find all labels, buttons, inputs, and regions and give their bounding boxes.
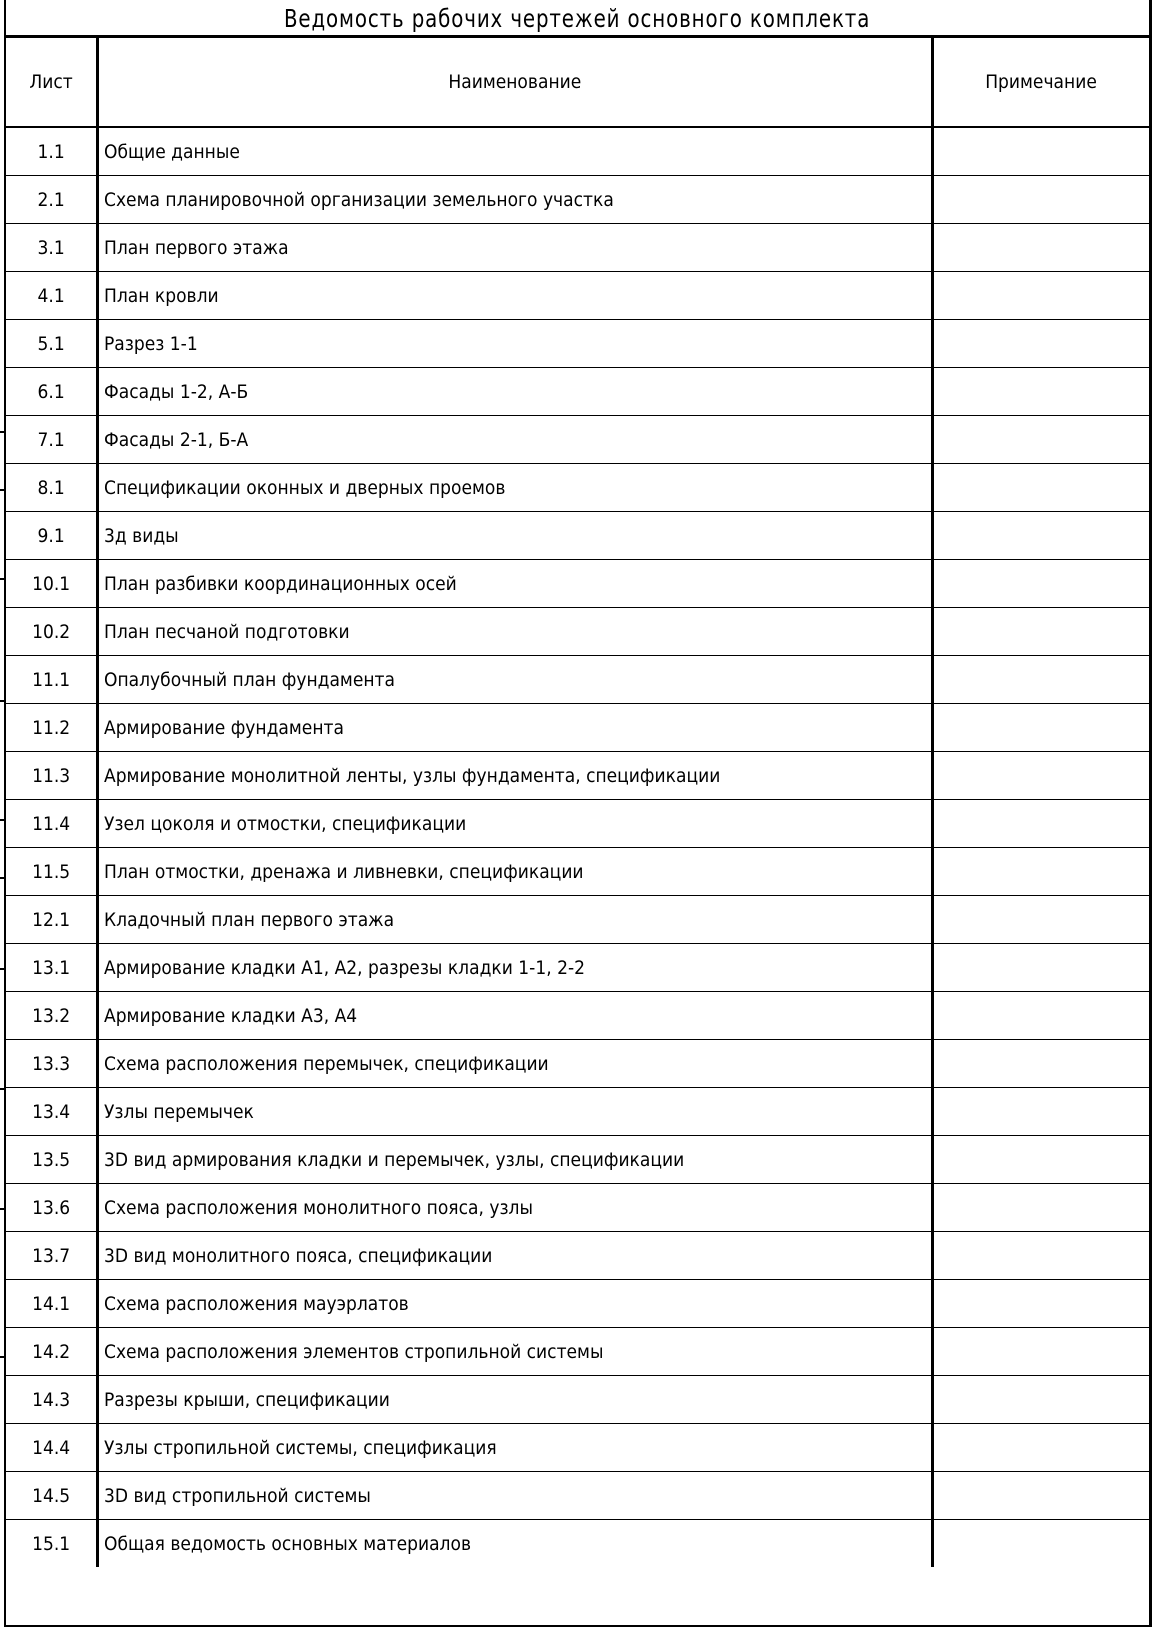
table-row: [6, 1232, 1149, 1280]
sheet-number-cell: 11.4: [6, 800, 97, 848]
sheet-name-cell: Фасады 2-1, Б-А: [97, 416, 932, 464]
table-row: [6, 224, 1149, 272]
sheet-name-cell: План кровли: [97, 272, 932, 320]
table-row: [6, 1472, 1149, 1520]
note-cell: [932, 656, 1149, 704]
frame-tick-mark: [0, 1208, 5, 1210]
note-cell: [932, 368, 1149, 416]
sheet-number-cell: 14.3: [6, 1376, 97, 1424]
note-cell: [932, 1520, 1149, 1568]
sheet-name-cell: Узлы стропильной системы, спецификация: [97, 1424, 932, 1472]
drawing-list-sheet: [4, 0, 1152, 1627]
sheet-name-cell: План песчаной подготовки: [97, 608, 932, 656]
sheet-number-cell: 12.1: [6, 896, 97, 944]
frame-tick-mark: [0, 819, 5, 821]
note-cell: [932, 1232, 1149, 1280]
table-row: [6, 127, 1149, 176]
sheet-name-cell: 3д виды: [97, 512, 932, 560]
sheet-name-cell: Спецификации оконных и дверных проемов: [97, 464, 932, 512]
frame-tick-mark: [0, 489, 5, 491]
table-row: [6, 560, 1149, 608]
sheet-name-cell: Схема расположения монолитного пояса, узлы: [97, 1184, 932, 1232]
sheet-name-cell: 3D вид армирования кладки и перемычек, узлы, спецификации: [97, 1136, 932, 1184]
frame-tick-mark: [0, 968, 5, 970]
sheet-name-cell: План первого этажа: [97, 224, 932, 272]
sheet-number-cell: 11.5: [6, 848, 97, 896]
table-row: [6, 800, 1149, 848]
sheet-number-cell: 13.2: [6, 992, 97, 1040]
sheet-number-cell: 14.2: [6, 1328, 97, 1376]
table-header-row: [6, 38, 1149, 127]
note-cell: [932, 752, 1149, 800]
sheet-number-cell: 13.6: [6, 1184, 97, 1232]
sheet-number-cell: 11.1: [6, 656, 97, 704]
note-cell: [932, 800, 1149, 848]
table-row: [6, 752, 1149, 800]
table-row: [6, 848, 1149, 896]
drawings-table: [6, 38, 1149, 1567]
table-row: [6, 1136, 1149, 1184]
table-row: [6, 464, 1149, 512]
sheet-name-cell: Узлы перемычек: [97, 1088, 932, 1136]
frame-tick-mark: [0, 431, 5, 433]
table-row: [6, 1184, 1149, 1232]
note-cell: [932, 1472, 1149, 1520]
sheet-name-cell: Фасады 1-2, А-Б: [97, 368, 932, 416]
table-row: [6, 176, 1149, 224]
frame-tick-mark: [0, 578, 5, 580]
sheet-number-cell: 10.2: [6, 608, 97, 656]
sheet-name-cell: Армирование кладки А3, А4: [97, 992, 932, 1040]
note-cell: [932, 992, 1149, 1040]
note-cell: [932, 1184, 1149, 1232]
frame-tick-mark: [0, 700, 5, 702]
sheet-number-cell: 15.1: [6, 1520, 97, 1568]
table-row: [6, 368, 1149, 416]
column-header-sheet: Лист: [6, 38, 97, 127]
note-cell: [932, 608, 1149, 656]
sheet-number-cell: 6.1: [6, 368, 97, 416]
sheet-number-cell: 14.5: [6, 1472, 97, 1520]
table-body: [6, 127, 1149, 1567]
note-cell: [932, 704, 1149, 752]
sheet-name-cell: 3D вид стропильной системы: [97, 1472, 932, 1520]
sheet-name-cell: Армирование фундамента: [97, 704, 932, 752]
sheet-number-cell: 14.1: [6, 1280, 97, 1328]
sheet-name-cell: Опалубочный план фундамента: [97, 656, 932, 704]
sheet-number-cell: 1.1: [6, 127, 97, 176]
note-cell: [932, 464, 1149, 512]
table-row: [6, 1088, 1149, 1136]
document-title: [6, 0, 1149, 38]
table-row: [6, 272, 1149, 320]
sheet-name-cell: Армирование кладки А1, А2, разрезы кладки 1-1, 2-2: [97, 944, 932, 992]
sheet-number-cell: 13.3: [6, 1040, 97, 1088]
sheet-number-cell: 3.1: [6, 224, 97, 272]
sheet-number-cell: 7.1: [6, 416, 97, 464]
sheet-number-cell: 11.3: [6, 752, 97, 800]
note-cell: [932, 944, 1149, 992]
sheet-name-cell: Кладочный план первого этажа: [97, 896, 932, 944]
table-row: [6, 944, 1149, 992]
sheet-name-cell: План отмостки, дренажа и ливневки, спецификации: [97, 848, 932, 896]
column-header-note: Примечание: [932, 38, 1149, 127]
table-row: [6, 656, 1149, 704]
sheet-name-cell: Общая ведомость основных материалов: [97, 1520, 932, 1568]
table-row: [6, 320, 1149, 368]
note-cell: [932, 1328, 1149, 1376]
sheet-number-cell: 4.1: [6, 272, 97, 320]
table-row: [6, 608, 1149, 656]
sheet-number-cell: 13.4: [6, 1088, 97, 1136]
table-row: [6, 1040, 1149, 1088]
note-cell: [932, 1376, 1149, 1424]
document-title-text: Ведомость рабочих чертежей основного комплекта: [284, 4, 871, 33]
note-cell: [932, 1280, 1149, 1328]
sheet-number-cell: 8.1: [6, 464, 97, 512]
frame-tick-mark: [0, 1088, 5, 1090]
sheet-name-cell: Схема планировочной организации земельного участка: [97, 176, 932, 224]
sheet-name-cell: Разрезы крыши, спецификации: [97, 1376, 932, 1424]
table-row: [6, 1280, 1149, 1328]
table-row: [6, 1328, 1149, 1376]
note-cell: [932, 896, 1149, 944]
frame-tick-mark: [0, 1356, 5, 1358]
note-cell: [932, 272, 1149, 320]
note-cell: [932, 1136, 1149, 1184]
sheet-name-cell: Разрез 1-1: [97, 320, 932, 368]
sheet-number-cell: 13.7: [6, 1232, 97, 1280]
table-row: [6, 1520, 1149, 1568]
sheet-number-cell: 9.1: [6, 512, 97, 560]
note-cell: [932, 1040, 1149, 1088]
sheet-number-cell: 2.1: [6, 176, 97, 224]
note-cell: [932, 848, 1149, 896]
note-cell: [932, 512, 1149, 560]
sheet-number-cell: 5.1: [6, 320, 97, 368]
table-row: [6, 1376, 1149, 1424]
sheet-number-cell: 13.1: [6, 944, 97, 992]
note-cell: [932, 127, 1149, 176]
sheet-name-cell: Схема расположения элементов стропильной системы: [97, 1328, 932, 1376]
sheet-name-cell: Армирование монолитной ленты, узлы фундамента, спецификации: [97, 752, 932, 800]
note-cell: [932, 176, 1149, 224]
note-cell: [932, 1424, 1149, 1472]
frame-tick-mark: [0, 877, 5, 879]
sheet-name-cell: План разбивки координационных осей: [97, 560, 932, 608]
sheet-name-cell: Общие данные: [97, 127, 932, 176]
table-row: [6, 704, 1149, 752]
sheet-name-cell: Схема расположения перемычек, спецификации: [97, 1040, 932, 1088]
note-cell: [932, 560, 1149, 608]
sheet-number-cell: 14.4: [6, 1424, 97, 1472]
note-cell: [932, 224, 1149, 272]
note-cell: [932, 1088, 1149, 1136]
sheet-name-cell: Узел цоколя и отмостки, спецификации: [97, 800, 932, 848]
table-row: [6, 992, 1149, 1040]
table-row: [6, 1424, 1149, 1472]
sheet-number-cell: 10.1: [6, 560, 97, 608]
sheet-number-cell: 13.5: [6, 1136, 97, 1184]
sheet-number-cell: 11.2: [6, 704, 97, 752]
table-row: [6, 512, 1149, 560]
note-cell: [932, 320, 1149, 368]
column-header-name: Наименование: [97, 38, 932, 127]
table-row: [6, 416, 1149, 464]
note-cell: [932, 416, 1149, 464]
table-row: [6, 896, 1149, 944]
sheet-name-cell: Схема расположения мауэрлатов: [97, 1280, 932, 1328]
sheet-name-cell: 3D вид монолитного пояса, спецификации: [97, 1232, 932, 1280]
